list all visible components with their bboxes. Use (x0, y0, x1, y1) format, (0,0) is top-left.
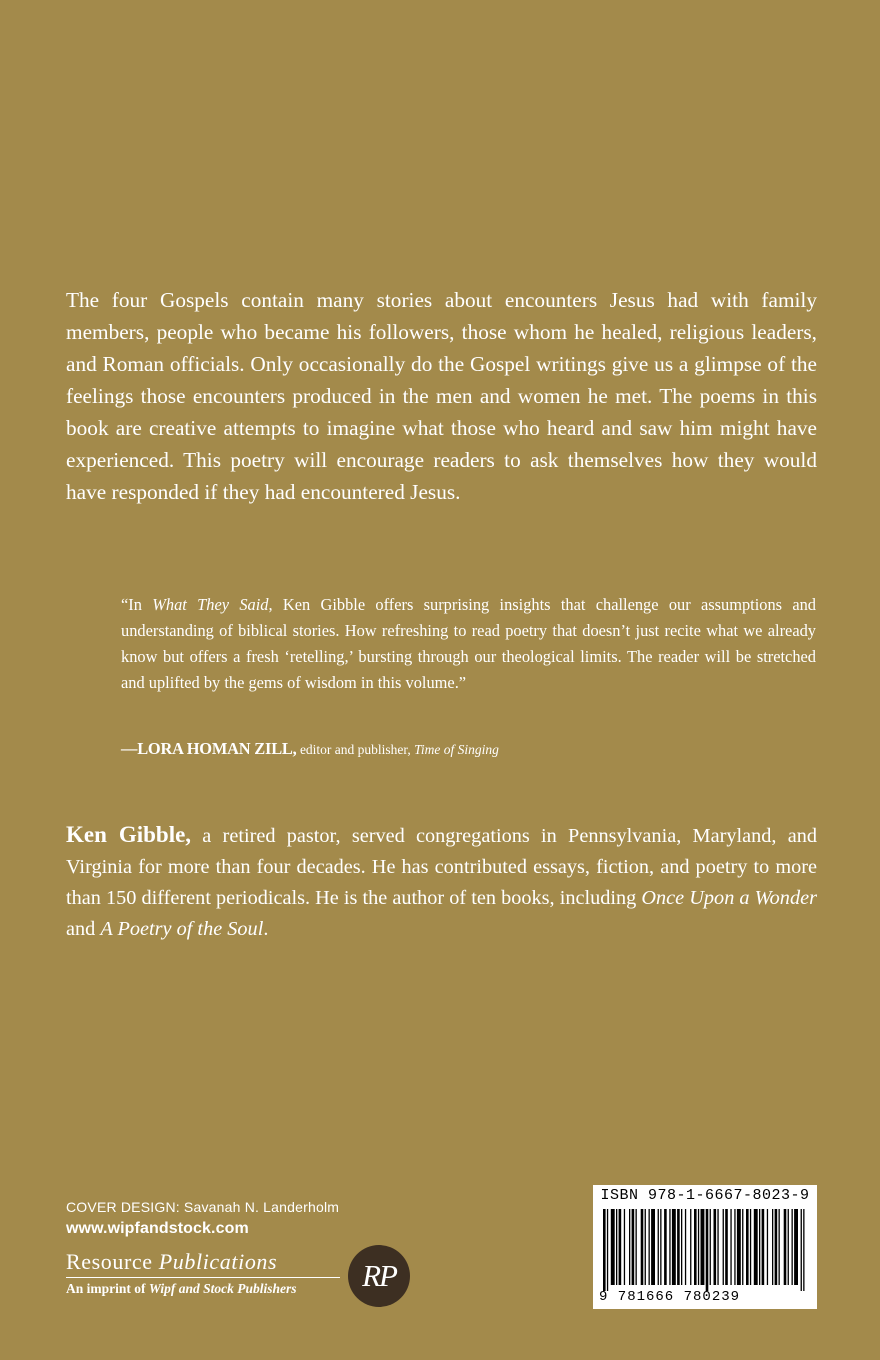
barcode-bar (669, 1209, 670, 1285)
barcode-bar (734, 1209, 735, 1285)
barcode-bar (624, 1209, 625, 1285)
author-name: Ken Gibble, (66, 822, 192, 847)
endorser-role: editor and publisher, (296, 742, 415, 757)
bio-end: . (263, 918, 269, 940)
bio-book-2: A Poetry of the Soul (100, 918, 264, 940)
barcode-bar (759, 1209, 760, 1285)
bio-and: and (66, 918, 101, 940)
quote-book-title: What They Said (152, 595, 269, 614)
barcode-bar (641, 1209, 644, 1285)
barcode-bar (788, 1209, 789, 1285)
bio-text: a retired pastor, served congregations in Pennsylvania, Maryland, and Virginia for more than four decades. He has contributed essays, fiction, and poetry to more than 150 different periodicals. He is the author of ten books, including (66, 825, 817, 909)
barcode (593, 1185, 817, 1309)
barcode-bar (645, 1209, 646, 1285)
publisher-imprint (66, 1281, 340, 1297)
barcode-bar (801, 1209, 802, 1291)
barcode-bar (706, 1209, 709, 1291)
barcode-bar (677, 1209, 680, 1285)
barcode-bar (742, 1209, 743, 1285)
barcode-bar (685, 1209, 686, 1285)
publisher-block (66, 1248, 340, 1297)
barcode-bar (794, 1209, 798, 1285)
credits (66, 1196, 339, 1240)
barcode-bar (767, 1209, 768, 1285)
endorsement-attribution (121, 736, 816, 763)
endorser-name: —LORA HOMAN ZILL, (121, 739, 297, 758)
barcode-digits: 9 781666 780239 (599, 1289, 741, 1305)
barcode-bar (658, 1209, 659, 1285)
endorsement-quote (121, 592, 816, 696)
barcode-bar (664, 1209, 667, 1285)
barcode-bar (611, 1209, 615, 1285)
barcode-bar (730, 1209, 731, 1285)
barcode-bar (775, 1209, 778, 1285)
barcode-bar (672, 1209, 676, 1285)
imprint-name: Wipf and Stock Publishers (148, 1281, 297, 1296)
barcode-bar (714, 1209, 717, 1285)
barcode-bar (651, 1209, 655, 1285)
barcode-bar (792, 1209, 793, 1285)
barcode-bar (784, 1209, 787, 1285)
barcode-bar (649, 1209, 650, 1285)
publisher-rule (66, 1277, 340, 1278)
barcode-bar (717, 1209, 718, 1285)
publisher-name (66, 1248, 340, 1276)
barcode-bar (681, 1209, 682, 1285)
description-paragraph: The four Gospels contain many stories about encounters Jesus had with family members, people who became his followers, those whom he healed, religious leaders, and Roman officials. Only occasionally do the Gospel writings give us a glimpse of the feelings those encounters produced in the men and women he met. The poems in this book are creative attempts to imagine what those who heard and saw him might have experienced. This poetry will encourage readers to ask themselves how they would have responded if they had encountered Jesus. (66, 288, 817, 504)
barcode-bar (607, 1209, 608, 1291)
endorser-publication: Time of Singing (414, 742, 499, 757)
rp-logo (348, 1245, 410, 1307)
quote-body: , Ken Gibble offers surprising insights that challenge our assumptions and understanding of biblical stories. How refreshing to read poetry that doesn’t just recite what we already know but offers a fresh ‘retelling,’ bursting through our theological limits. The reader will be stretched and uplifted by the gems of wisdom in this volume.” (121, 595, 817, 692)
isbn-label: ISBN 978-1-6667-8023-9 (600, 1187, 810, 1204)
barcode-bar (603, 1209, 606, 1291)
barcode-bar (632, 1209, 635, 1285)
cover-design-credit: COVER DESIGN: Savanah N. Landerholm (66, 1199, 340, 1215)
publisher-name-italic: Publications (158, 1249, 278, 1274)
barcode-bar (701, 1209, 705, 1285)
imprint-prefix: An imprint of (66, 1281, 149, 1296)
barcode-bar (725, 1209, 728, 1285)
rp-logo-text: RP (362, 1258, 396, 1293)
barcode-bar (629, 1209, 630, 1285)
publisher-url: www.wipfandstock.com (66, 1220, 249, 1237)
barcode-bar (723, 1209, 724, 1285)
barcode-bar (746, 1209, 749, 1285)
barcode-bar (690, 1209, 691, 1285)
barcode-bar (737, 1209, 741, 1285)
barcode-bar (698, 1209, 699, 1285)
barcode-bar (803, 1209, 804, 1291)
barcode-bars (599, 1209, 811, 1291)
barcode-bar (710, 1209, 711, 1285)
publisher-name-regular: Resource (66, 1249, 159, 1274)
barcode-bar (616, 1209, 617, 1285)
barcode-bar (762, 1209, 765, 1285)
author-bio (66, 819, 817, 945)
barcode-bar (619, 1209, 622, 1285)
quote-open: “In (121, 595, 153, 614)
barcode-bar (660, 1209, 661, 1285)
barcode-bar (636, 1209, 637, 1285)
barcode-bar (779, 1209, 780, 1285)
barcode-bar (694, 1209, 697, 1285)
bio-book-1: Once Upon a Wonder (641, 887, 817, 909)
barcode-bar (772, 1209, 773, 1285)
barcode-bar (750, 1209, 751, 1285)
barcode-bar (754, 1209, 758, 1285)
